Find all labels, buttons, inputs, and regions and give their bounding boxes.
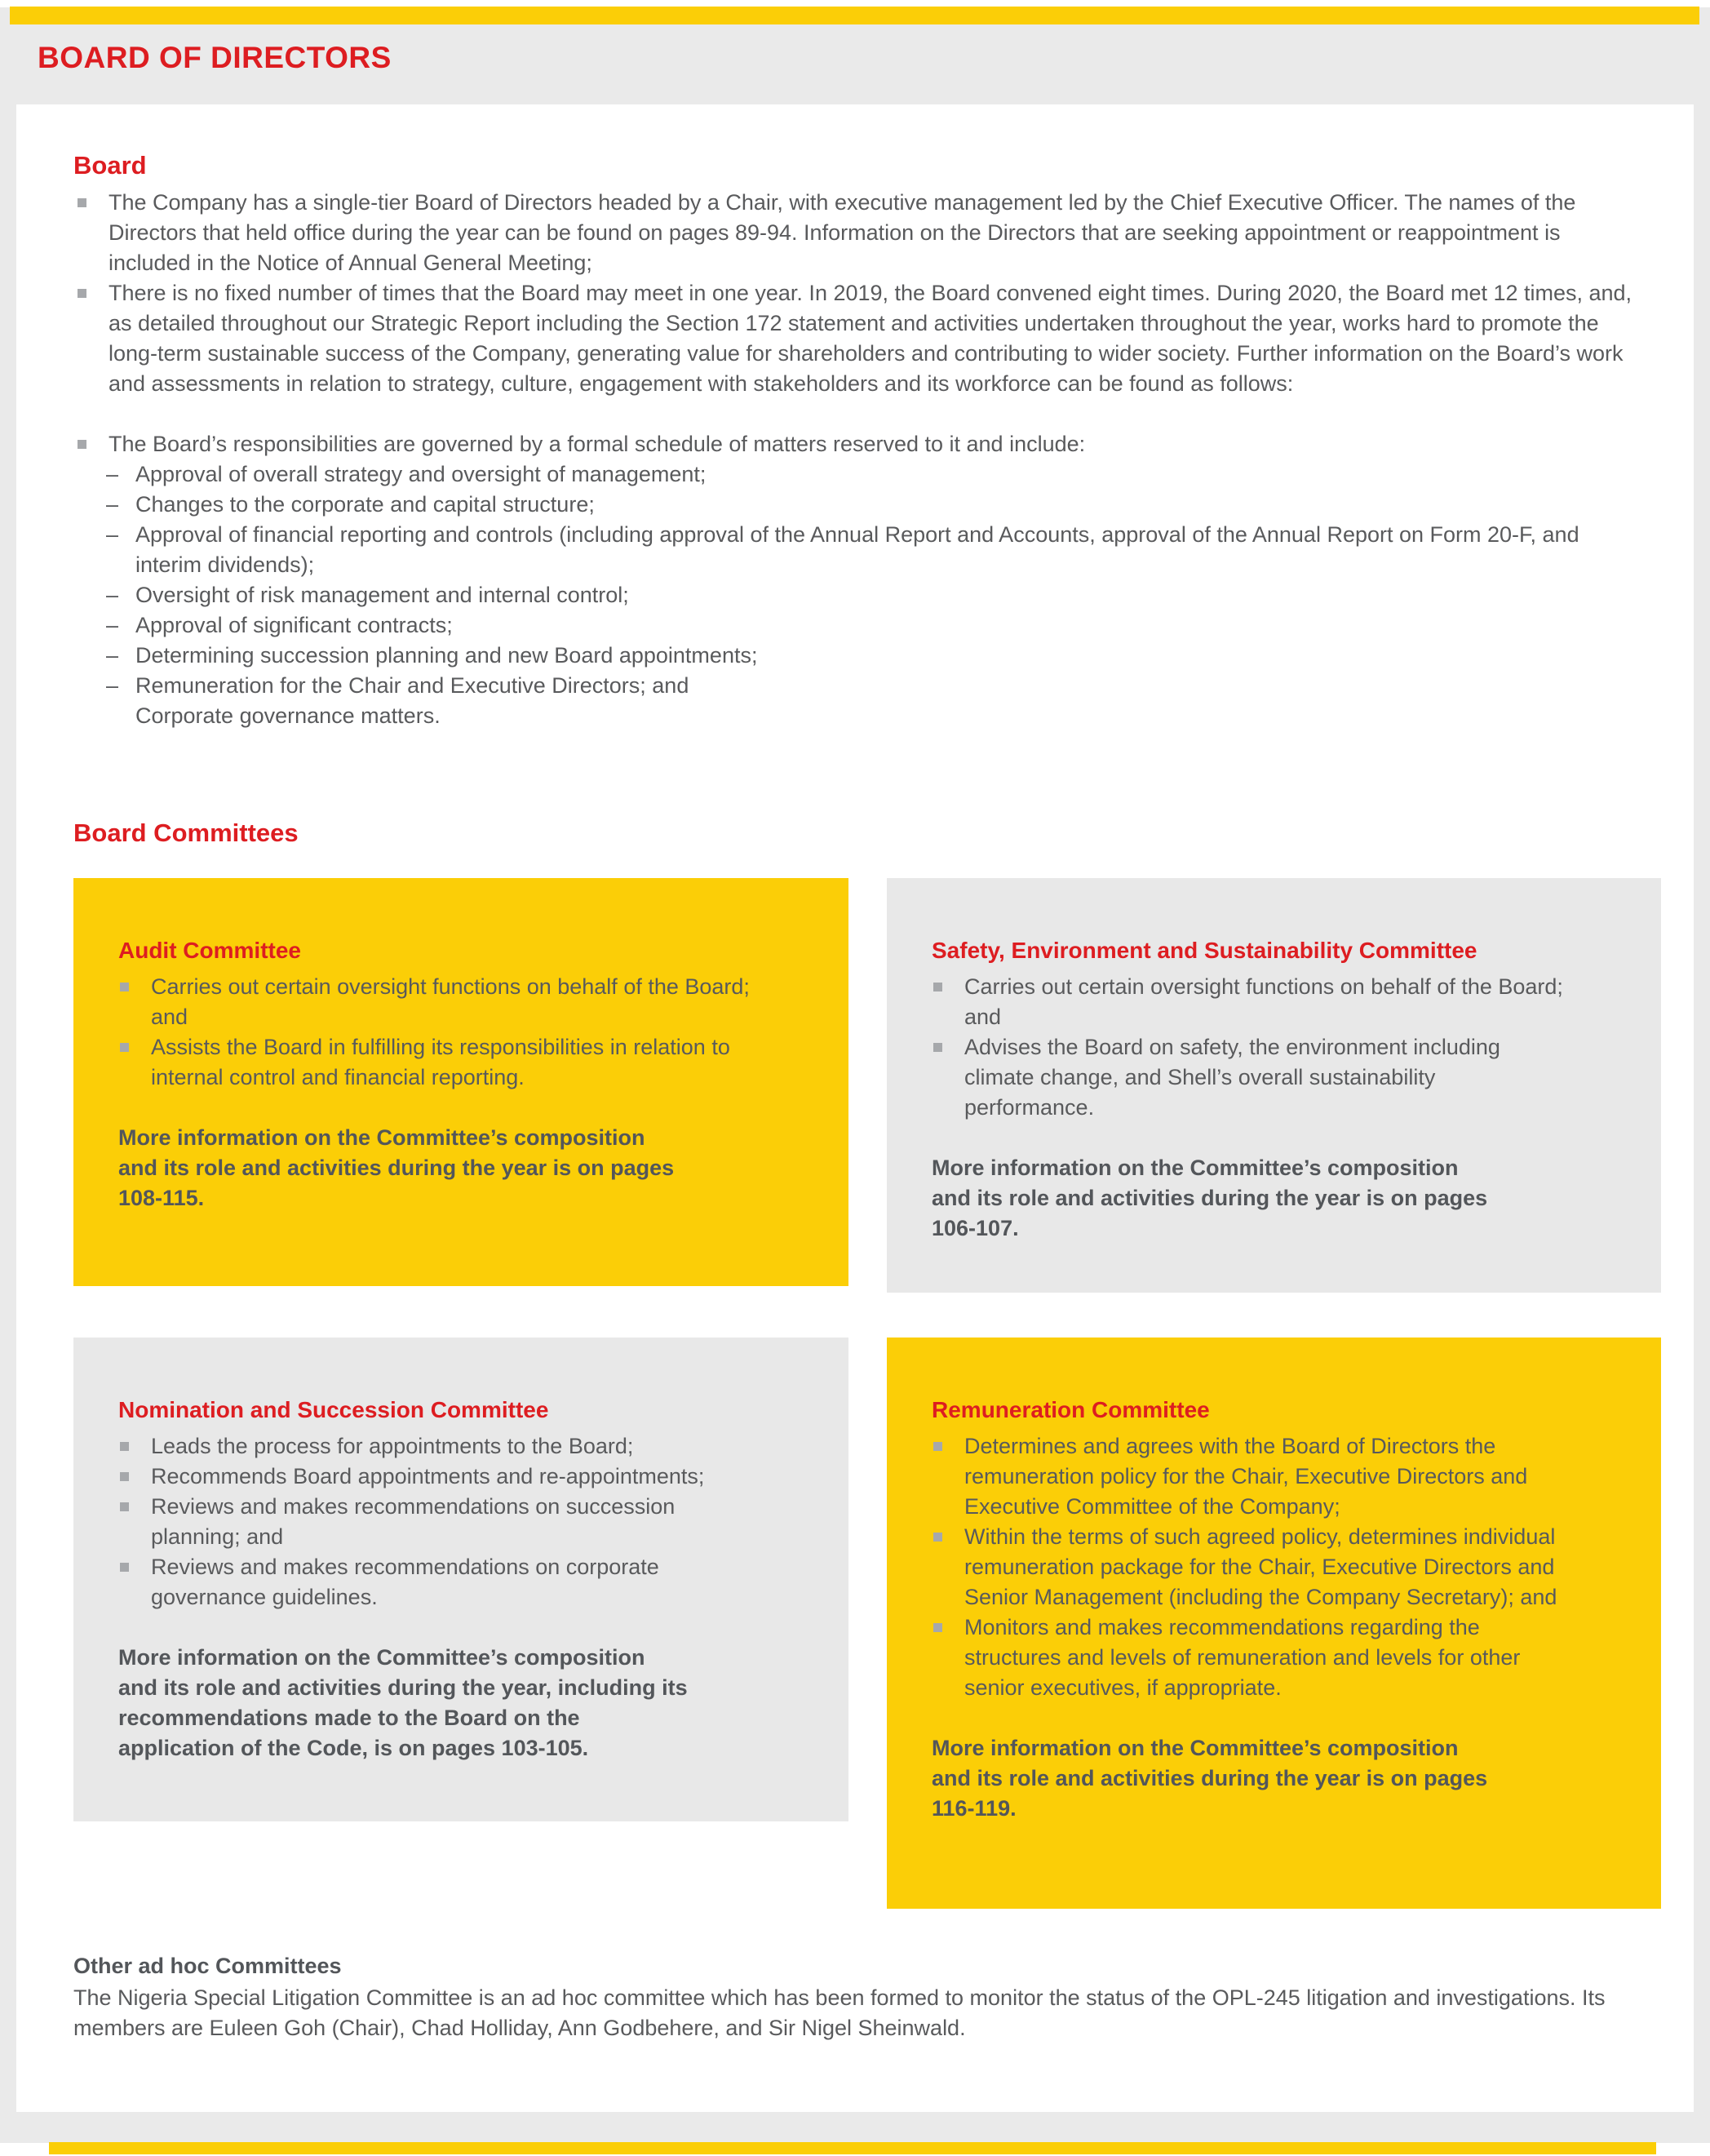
nomination-committee-card bbox=[73, 1338, 848, 1821]
adhoc-committees-heading: Other ad hoc Committees bbox=[73, 1954, 342, 1978]
list-item-text: Changes to the corporate and capital structure; bbox=[135, 492, 595, 517]
committee-title: Safety, Environment and Sustainability Committee bbox=[932, 938, 1477, 963]
square-bullet-icon bbox=[120, 983, 129, 991]
committee-bullet bbox=[118, 1462, 752, 1492]
square-bullet-icon bbox=[933, 983, 942, 991]
committee-bullet-text: Advises the Board on safety, the environment including climate change, and Shell’s overall sustainability performance. bbox=[964, 1035, 1500, 1120]
committee-bullet bbox=[118, 1492, 752, 1552]
square-bullet-icon bbox=[120, 1472, 129, 1481]
square-bullet-icon bbox=[106, 701, 135, 731]
committee-bullet-text: Leads the process for appointments to the Board; bbox=[151, 1434, 634, 1458]
square-bullet-icon bbox=[120, 1442, 129, 1451]
top-accent-bar bbox=[10, 7, 1699, 24]
board-bullet-text: The Company has a single-tier Board of Directors headed by a Chair, with executive management led by the Chief Executive Officer. The names of the Directors that held office during the year can be found on pages 89-94. Information on the Directors that are seeking appointment or reappointment is included in the Notice of Annual General Meeting; bbox=[109, 190, 1576, 275]
committee-bullet-text: Monitors and makes recommendations regarding the structures and levels of remuneration and levels for other senior executives, if appropriate. bbox=[964, 1615, 1521, 1700]
committee-title: Audit Committee bbox=[118, 938, 301, 963]
list-item-text: Remuneration for the Chair and Executive Directors; and bbox=[135, 673, 689, 698]
committee-bullet-text: Determines and agrees with the Board of Directors the remuneration policy for the Chair, Executive Directors and Executive Committee of the Company; bbox=[964, 1434, 1528, 1519]
responsibilities-list bbox=[73, 459, 1637, 731]
square-bullet-icon bbox=[78, 289, 86, 298]
board-bullet-text: There is no fixed number of times that the Board may meet in one year. In 2019, the Board convened eight times. During 2020, the Board met 12 times, and, as detailed throughout our Strategic Report including the Section 172 statement and activities undertaken throughout the year, works hard to promote the long-term sustainable success of the Company, generating value for shareholders and contributing to wider society. Further information on the Board’s work and assessments in relation to strategy, culture, engagement with stakeholders and its workforce can be found as follows: bbox=[109, 281, 1632, 396]
list-item bbox=[106, 701, 1637, 731]
committee-bullet-text: Carries out certain oversight functions on behalf of the Board; and bbox=[964, 974, 1563, 1029]
committee-bullet-text: Reviews and makes recommendations on succession planning; and bbox=[151, 1494, 676, 1549]
dash-bullet-icon bbox=[106, 671, 135, 701]
content-card bbox=[16, 104, 1694, 2112]
list-item-text: Oversight of risk management and internal control; bbox=[135, 583, 629, 607]
more-info-text: More information on the Committee’s composition and its role and activities during the year, including its recommendations made to the Board on the application of the Code, is on pages 103-105. bbox=[118, 1645, 688, 1760]
list-item bbox=[106, 520, 1637, 580]
square-bullet-icon bbox=[933, 1442, 942, 1451]
committee-bullet bbox=[932, 1522, 1565, 1613]
square-bullet-icon bbox=[933, 1533, 942, 1542]
list-item bbox=[106, 580, 1637, 610]
responsibilities-intro: The Board’s responsibilities are governed by a formal schedule of matters reserved to it and include: bbox=[109, 432, 1086, 456]
square-bullet-icon bbox=[78, 440, 86, 449]
committee-bullet-text: Assists the Board in fulfilling its responsibilities in relation to internal control and financial reporting. bbox=[151, 1035, 730, 1089]
list-item bbox=[106, 641, 1637, 671]
board-committees-heading: Board Committees bbox=[73, 818, 299, 847]
committee-bullet bbox=[932, 1431, 1565, 1522]
committee-bullet bbox=[932, 1613, 1565, 1703]
committee-bullet bbox=[118, 1431, 752, 1462]
safety-committee-card bbox=[887, 878, 1661, 1293]
committee-bullet-text: Reviews and makes recommendations on corporate governance guidelines. bbox=[151, 1555, 659, 1609]
dash-bullet-icon bbox=[106, 641, 135, 671]
dash-bullet-icon bbox=[106, 610, 135, 641]
page-title: BOARD OF DIRECTORS bbox=[38, 41, 392, 74]
square-bullet-icon bbox=[120, 1563, 129, 1572]
square-bullet-icon bbox=[78, 198, 86, 207]
committee-bullet bbox=[118, 972, 752, 1032]
square-bullet-icon bbox=[120, 1502, 129, 1511]
more-info-text: More information on the Committee’s composition and its role and activities during the year is on pages 116-119. bbox=[932, 1736, 1488, 1821]
board-bullet bbox=[73, 278, 1637, 399]
committee-bullet bbox=[118, 1552, 752, 1613]
board-bullet bbox=[73, 429, 1637, 459]
audit-committee-card bbox=[73, 878, 848, 1286]
remuneration-committee-card bbox=[887, 1338, 1661, 1909]
list-item-text: Approval of overall strategy and oversight of management; bbox=[135, 462, 707, 486]
dash-bullet-icon bbox=[106, 490, 135, 520]
bottom-accent-bar bbox=[49, 2142, 1656, 2154]
list-item-text: Corporate governance matters. bbox=[135, 703, 441, 728]
list-item-text: Determining succession planning and new Board appointments; bbox=[135, 643, 758, 668]
square-bullet-icon bbox=[933, 1623, 942, 1632]
board-section-heading: Board bbox=[73, 151, 147, 180]
dash-bullet-icon bbox=[106, 580, 135, 610]
committee-bullet-text: Recommends Board appointments and re-appointments; bbox=[151, 1464, 705, 1488]
list-item-text: Approval of significant contracts; bbox=[135, 613, 453, 637]
list-item bbox=[106, 490, 1637, 520]
more-info-text: More information on the Committee’s composition and its role and activities during the year is on pages 106-107. bbox=[932, 1156, 1488, 1240]
square-bullet-icon bbox=[933, 1043, 942, 1052]
list-item bbox=[106, 671, 1637, 701]
committee-bullet-text: Within the terms of such agreed policy, determines individual remuneration package for the Chair, Executive Directors and Senior Management (including the Company Secretary); and bbox=[964, 1524, 1557, 1609]
committee-bullet bbox=[932, 972, 1565, 1032]
adhoc-committees-text: The Nigeria Special Litigation Committee is an ad hoc committee which has been formed to monitor the status of the OPL-245 litigation and investigations. Its members are Euleen Goh (Chair), Chad Holliday, Ann Godbehere, and Sir Nigel Sheinwald. bbox=[73, 1985, 1606, 2040]
dash-bullet-icon bbox=[106, 459, 135, 490]
committee-title: Remuneration Committee bbox=[932, 1397, 1210, 1422]
dash-bullet-icon bbox=[106, 520, 135, 550]
committee-title: Nomination and Succession Committee bbox=[118, 1397, 549, 1422]
committees-grid bbox=[73, 878, 1637, 1909]
board-section bbox=[73, 188, 1637, 731]
committee-bullet-text: Carries out certain oversight functions on behalf of the Board; and bbox=[151, 974, 750, 1029]
committee-bullet bbox=[118, 1032, 752, 1093]
committee-bullet bbox=[932, 1032, 1565, 1123]
list-item bbox=[106, 459, 1637, 490]
board-bullet bbox=[73, 188, 1637, 278]
list-item bbox=[106, 610, 1637, 641]
more-info-text: More information on the Committee’s composition and its role and activities during the year is on pages 108-115. bbox=[118, 1125, 675, 1210]
list-item-text: Approval of financial reporting and controls (including approval of the Annual Report and Accounts, approval of the Annual Report on Form 20-F, and interim dividends); bbox=[135, 522, 1579, 577]
square-bullet-icon bbox=[120, 1043, 129, 1052]
